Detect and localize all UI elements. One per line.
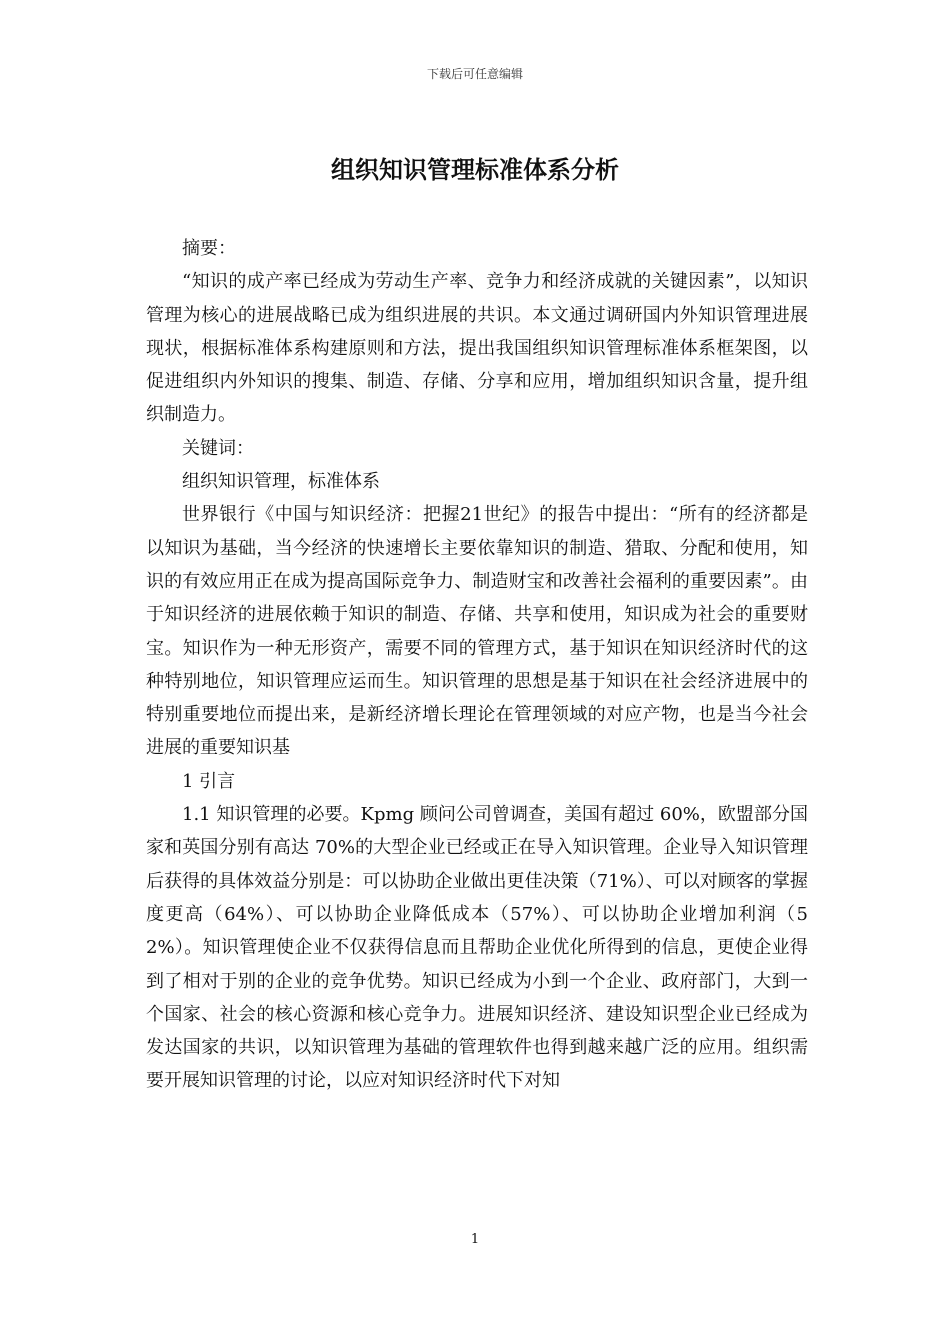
abstract-paragraph: “知识的成产率已经成为劳动生产率、竞争力和经济成就的关键因素”，以知识管理为核心的进展战略已成为组织进展的共识。本文通过调研国内外知识管理进展现状，根据标准体系构建原则和方法，提出我国组织知识管理标准体系框架图，以促进组织内外知识的搜集、制造、存储、分享和应用，增加组织知识含量，提升组织制造力。 [146,271,808,426]
document-body [146,232,808,1098]
section-heading: 1 引言 [182,770,236,792]
page-number: 1 [470,1232,480,1247]
body-paragraph: 世界银行《中国与知识经济：把握21世纪》的报告中提出：“所有的经济都是以知识为基础，当今经济的快速增长主要依靠知识的制造、猎取、分配和使用，知识的有效应用正在成为提高国际竞争力、制造财宝和改善社会福利的重要因素”。由于知识经济的进展依赖于知识的制造、存储、共享和使用，知识成为社会的重要财宝。知识作为一种无形资产，需要不同的管理方式，基于知识在知识经济时代的这种特别地位，知识管理应运而生。知识管理的思想是基于知识在社会经济进展中的特别重要地位而提出来，是新经济增长理论在管理领域的对应产物，也是当今社会进展的重要知识基 [146,504,808,759]
body-paragraph: 1.1 知识管理的必要。Kpmg 顾问公司曾调查，美国有超过 60%，欧盟部分国家和英国分别有高达 70%的大型企业已经或正在导入知识管理。企业导入知识管理后获得的具体效益分别是：可以协助企业做出更佳决策（71%）、可以对顾客的掌握度更高（64%）、可以协助企业降低成本（57%）、可以协助企业增加利润（52%）。知识管理使企业不仅获得信息而且帮助企业优化所得到的信息，更使企业得到了相对于别的企业的竞争优势。知识已经成为小到一个企业、政府部门，大到一个国家、社会的核心资源和核心竞争力。进展知识经济、建设知识型企业已经成为发达国家的共识，以知识管理为基础的管理软件也得到越来越广泛的应用。组织需要开展知识管理的讨论，以应对知识经济时代下对知 [146,804,808,1092]
header-note: 下载后可任意编辑 [426,67,523,81]
abstract-heading: 摘要： [182,238,236,259]
keywords-text: 组织知识管理，标准体系 [182,471,380,493]
document-title: 组织知识管理标准体系分析 [331,155,619,184]
keywords-heading: 关键词： [182,437,254,459]
